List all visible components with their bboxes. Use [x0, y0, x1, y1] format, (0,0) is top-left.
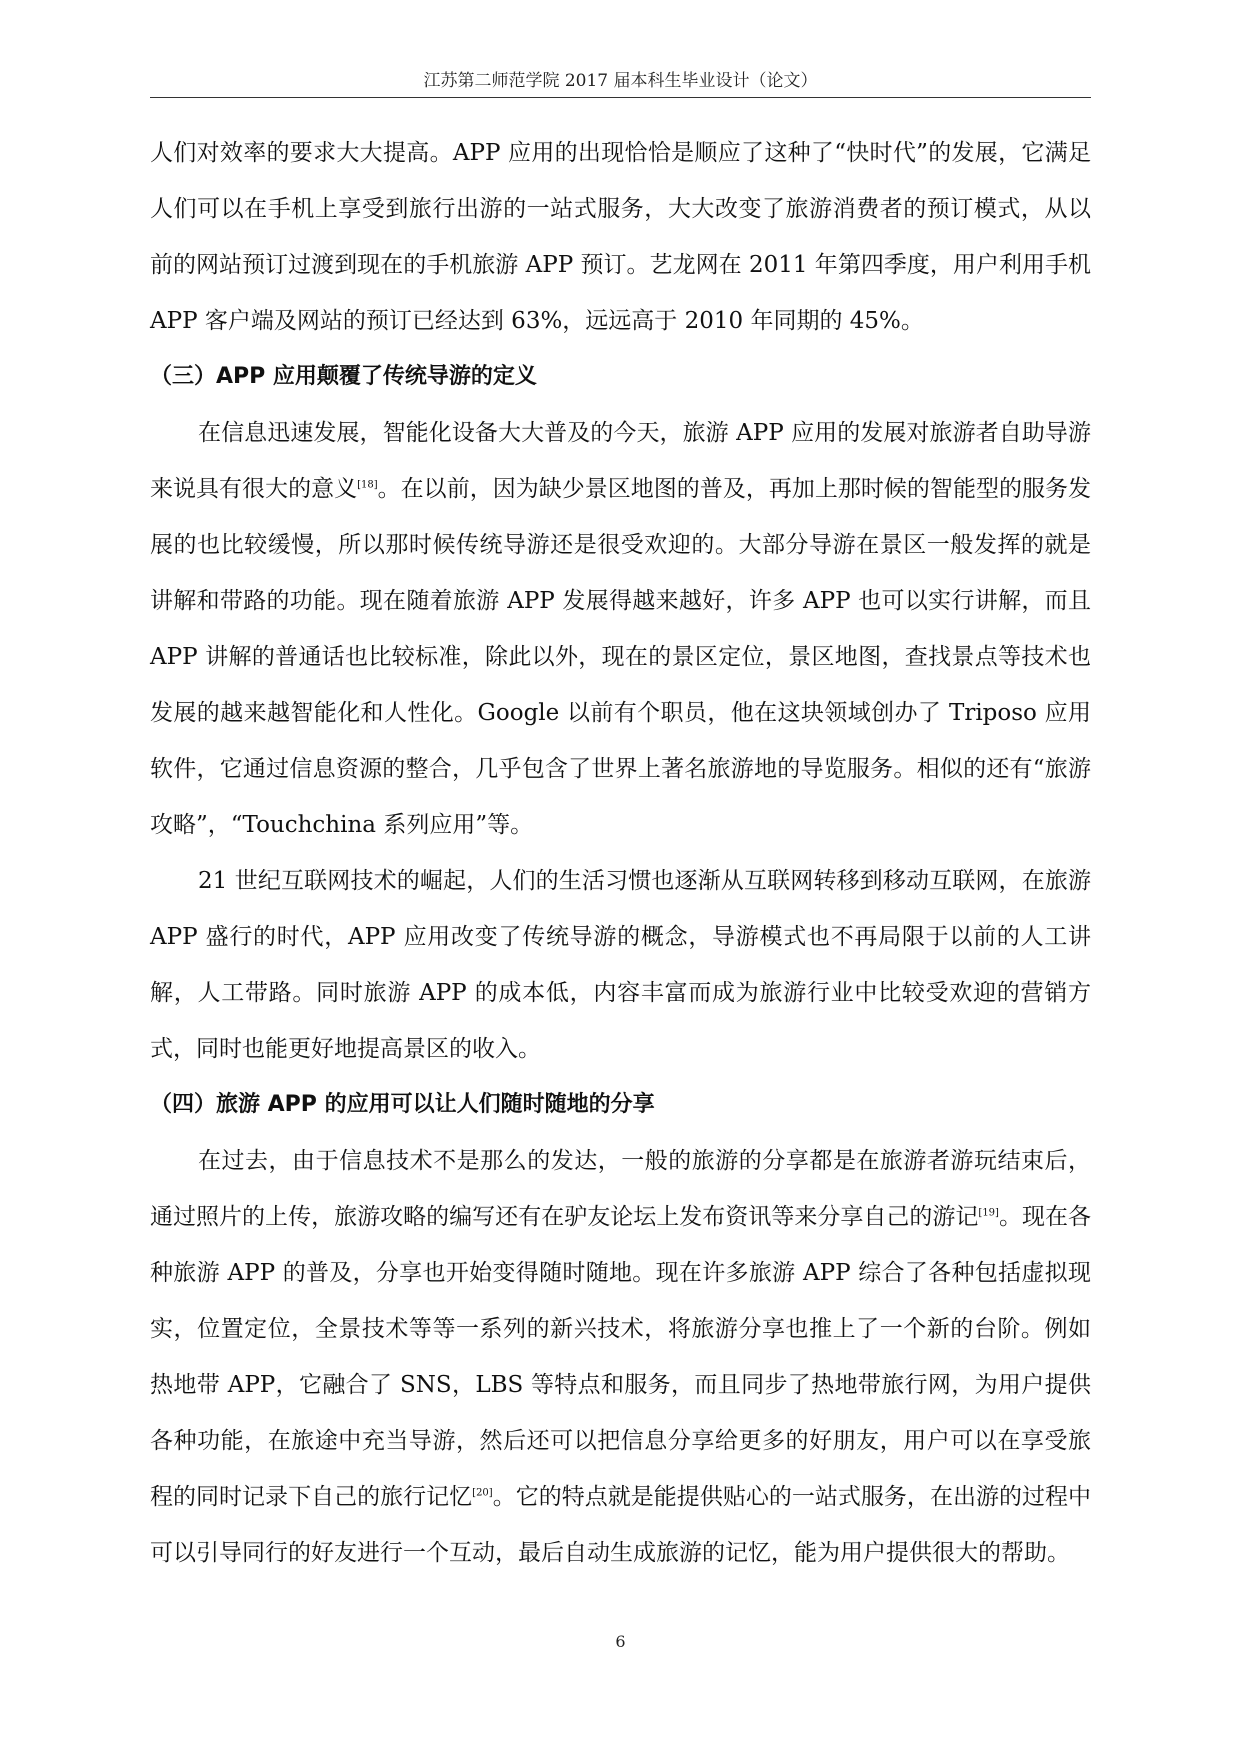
paragraph-internet: 21 世纪互联网技术的崛起，人们的生活习惯也逐渐从互联网转移到移动互联网，在旅游 APP 盛行的时代，APP 应用改变了传统导游的概念，导游模式也不再局限于以前的人工讲解，人工带路。同时旅游 APP 的成本低，内容丰富而成为旅游行业中比较受欢迎的营销方式，同时也能更好地提高景区的收入。: [150, 868, 1091, 1062]
page-header: 江苏第二师范学院 2017 届本科生毕业设计（论文）: [423, 71, 818, 91]
paragraph-tour-guide: 在信息迅速发展，智能化设备大大普及的今天，旅游 APP 应用的发展对旅游者自助导游来说具有很大的意义[18]。在以前，因为缺少景区地图的普及，再加上那时候的智能型的服务发展的也比较缓慢，所以那时候传统导游还是很受欢迎的。大部分导游在景区一般发挥的就是讲解和带路的功能。现在随着旅游 APP 发展得越来越好，许多 APP 也可以实行讲解，而且 APP 讲解的普通话也比较标准，除此以外，现在的景区定位，景区地图，查找景点等技术也发展的越来越智能化和人性化。Google 以前有个职员，他在这块领域创办了 Triposo 应用软件，它通过信息资源的整合，几乎包含了世界上著名旅游地的导览服务。相似的还有“旅游攻略”，“Touchchina 系列应用”等。: [150, 420, 1092, 838]
citation-20: [20]: [472, 1487, 493, 1499]
paragraph-sharing: 在过去，由于信息技术不是那么的发达，一般的旅游的分享都是在旅游者游玩结束后，通过照片的上传，旅游攻略的编写还有在驴友论坛上发布资讯等来分享自己的游记[19]。现在各种旅游 APP 的普及，分享也开始变得随时随地。现在许多旅游 APP 综合了各种包括虚拟现实，位置定位，全景技术等等一系列的新兴技术，将旅游分享也推上了一个新的台阶。例如热地带 APP，它融合了 SNS，LBS 等特点和服务，而且同步了热地带旅行网，为用户提供各种功能，在旅途中充当导游，然后还可以把信息分享给更多的好朋友，用户可以在享受旅程的同时记录下自己的旅行记忆[20]。它的特点就是能提供贴心的一站式服务，在出游的过程中可以引导同行的好友进行一个互动，最后自动生成旅游的记忆，能为用户提供很大的帮助。: [150, 1148, 1092, 1566]
header-rule: [150, 97, 1091, 98]
paragraph-intro: 人们对效率的要求大大提高。APP 应用的出现恰恰是顺应了这种了“快时代”的发展，它满足人们可以在手机上享受到旅行出游的一站式服务，大大改变了旅游消费者的预订模式，从以前的网站预订过渡到现在的手机旅游 APP 预订。艺龙网在 2011 年第四季度，用户利用手机 APP 客户端及网站的预订已经达到 63%，远远高于 2010 年同期的 45%。: [150, 140, 1091, 334]
section-heading-3: （三）APP 应用颠覆了传统导游的定义: [150, 364, 537, 389]
citation-18: [18]: [357, 479, 378, 491]
document-body: [150, 125, 1091, 1581]
page-number: 6: [615, 1632, 626, 1651]
citation-19: [19]: [978, 1207, 999, 1219]
section-heading-4: （四）旅游 APP 的应用可以让人们随时随地的分享: [150, 1092, 655, 1117]
